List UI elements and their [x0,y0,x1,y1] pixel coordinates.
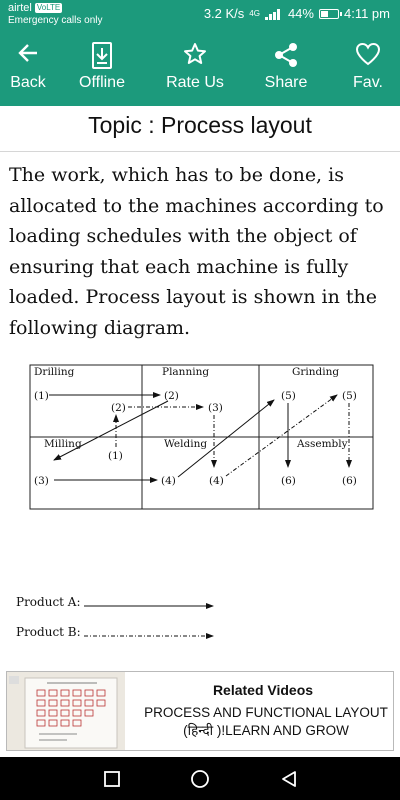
home-button[interactable] [170,757,230,800]
heart-icon [355,42,381,66]
cell-label-drilling: Drilling [34,366,75,378]
node-planning-3: (3) [208,402,223,414]
battery-icon [319,9,339,19]
battery-percent: 44% [287,6,314,21]
offline-label: Offline [79,74,125,91]
back-label: Back [10,74,46,91]
rate-us-button[interactable] [165,30,225,106]
node-drilling-1: (1) [34,390,49,402]
share-icon [273,42,299,68]
related-videos-title: Related Videos [212,682,314,698]
download-file-icon [91,42,113,70]
node-grinding-5a: (5) [281,390,296,402]
node-welding-4a: (4) [161,475,176,487]
whiteboard-thumbnail-icon [7,672,125,750]
video-thumbnail[interactable] [7,672,125,750]
cell-label-assembly: Assembly [297,438,348,450]
back-button[interactable] [0,30,56,106]
related-video-title[interactable]: PROCESS AND FUNCTIONAL LAYOUT (हिन्दी )!LEARN AND GROW [144,705,388,738]
diagram-grid [30,365,373,509]
cell-label-grinding: Grinding [292,366,340,378]
share-button[interactable] [256,30,316,106]
description-text: The work, which has to be done, is allocated to the machines according to loading schedules with the object of ensuring that each machine is fully loaded. Process layout is shown in the following diagram. [9,164,384,339]
emergency-text: Emergency calls only [8,15,103,26]
node-milling-1: (1) [108,450,123,462]
node-grinding-5b: (5) [342,390,357,402]
rate-us-label: Rate Us [166,74,224,91]
node-milling-3: (3) [34,475,49,487]
node-planning-2: (2) [164,390,179,402]
cell-label-milling: Milling [44,438,82,450]
offline-button[interactable] [74,30,130,106]
volte-badge: VoLTE [36,3,61,13]
signal-icon [265,8,283,20]
back-nav-button[interactable] [259,757,319,800]
page-title: Topic : Process layout [0,106,400,152]
process-layout-diagram [0,355,400,645]
legend-product-b-label: Product B: [16,625,81,639]
node-welding-4b: (4) [209,475,224,487]
status-right [204,6,390,21]
node-assembly-6a: (6) [281,475,296,487]
status-bar [0,0,400,30]
node-assembly-6b: (6) [342,475,357,487]
share-label: Share [264,74,308,91]
toolbar [0,30,400,106]
recents-button[interactable] [82,757,142,800]
related-videos-card[interactable] [6,671,394,751]
square-icon [104,771,120,787]
product-b-flow [116,395,349,476]
carrier-name: airtel [8,2,32,14]
favourite-button[interactable] [340,30,396,106]
carrier-info [8,2,62,14]
triangle-back-icon [280,770,298,788]
cell-label-planning: Planning [162,366,210,378]
legend-product-a-label: Product A: [16,595,81,609]
node-drilling-2: (2) [111,402,126,414]
cell-label-welding: Welding [164,438,208,450]
navigation-bar [0,757,400,800]
network-type: 4G [249,9,260,18]
network-speed: 3.2 K/s [203,6,245,21]
circle-icon [190,769,210,789]
fav-label: Fav. [353,74,383,91]
back-arrow-icon [17,42,39,64]
star-icon [183,42,207,66]
clock: 4:11 pm [343,6,390,21]
